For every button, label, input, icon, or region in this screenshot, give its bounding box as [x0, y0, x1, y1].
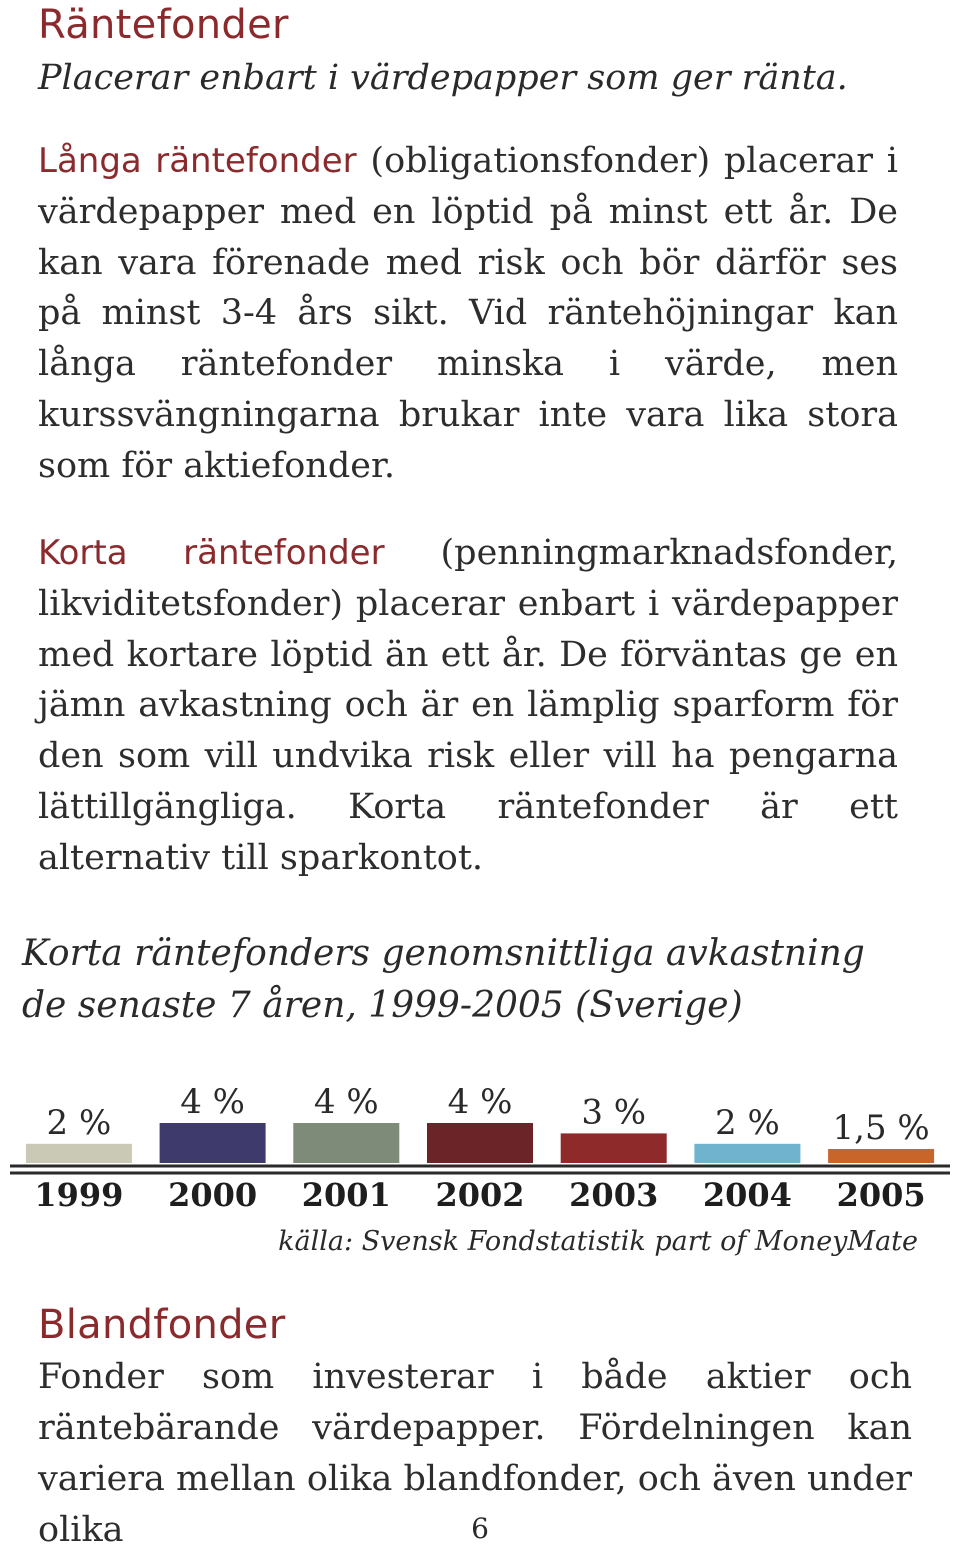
paragraph-langa-rantefonder — [38, 136, 898, 492]
year-label-2003: 2003 — [569, 1176, 659, 1214]
year-label-2000: 2000 — [168, 1176, 258, 1214]
paragraph-blandfonder: Fonder som investerar i både aktier och räntebärande värdepapper. Fördelningen kan variera mellan olika blandfonder, och även under olika — [38, 1357, 913, 1550]
bar-2004 — [694, 1144, 800, 1163]
value-label-2003: 3 % — [581, 1092, 647, 1133]
section-heading-blandfonder: Blandfonder — [38, 1302, 286, 1348]
bar-2001 — [293, 1123, 399, 1163]
value-label-2005: 1,5 % — [832, 1108, 930, 1148]
bar-2003 — [561, 1133, 667, 1163]
paragraph-korta-rantefonder — [38, 528, 898, 884]
year-label-2005: 2005 — [836, 1176, 926, 1214]
section-subtitle: Placerar enbart i värdepapper som ger ränta. — [38, 58, 848, 98]
bar-1999 — [26, 1144, 132, 1163]
bar-2000 — [160, 1123, 266, 1163]
page-number: 6 — [471, 1512, 489, 1545]
year-label-1999: 1999 — [34, 1176, 124, 1214]
value-label-2001: 4 % — [313, 1082, 379, 1122]
paragraph-langa-text: (obligationsfonder) placerar i värdepapper med en löptid på minst ett år. De kan vara förenade med risk och bör därför ses på minst 3-4 års sikt. Vid räntehöjningar kan långa räntefonder minska i värde, men kurssvängningarna brukar inte vara lika stora som för aktiefonder. — [38, 141, 898, 486]
value-label-1999: 2 % — [46, 1102, 112, 1143]
value-label-2004: 2 % — [715, 1102, 780, 1143]
section-heading-rantefonder: Räntefonder — [38, 2, 289, 48]
value-label-2002: 4 % — [447, 1082, 513, 1122]
chart-title: Korta räntefonders genomsnittliga avkastning de senaste 7 åren, 1999-2005 (Sverige) — [22, 933, 865, 1026]
bar-2005 — [828, 1149, 934, 1163]
paragraph-korta-text: (penningmarknadsfonder, likviditetsfonder) placerar enbart i värdepapper med kortare löptid än ett år. De förväntas ge en jämn avkastning och är en lämplig sparform för den som vill undvika risk eller vill ha pengarna lättillgängliga. Korta räntefonder är ett alternativ till sparkontot. — [38, 533, 898, 878]
bar-2002 — [427, 1123, 533, 1163]
year-label-2001: 2001 — [301, 1176, 391, 1214]
chart-source: källa: Svensk Fondstatistik part of MoneyMate — [278, 1226, 918, 1257]
year-label-2002: 2002 — [435, 1176, 525, 1214]
term-langa-rantefonder: Långa räntefonder — [38, 141, 357, 181]
value-label-2000: 4 % — [180, 1082, 245, 1122]
year-label-2004: 2004 — [702, 1176, 792, 1214]
term-korta-rantefonder: Korta räntefonder — [38, 533, 385, 573]
